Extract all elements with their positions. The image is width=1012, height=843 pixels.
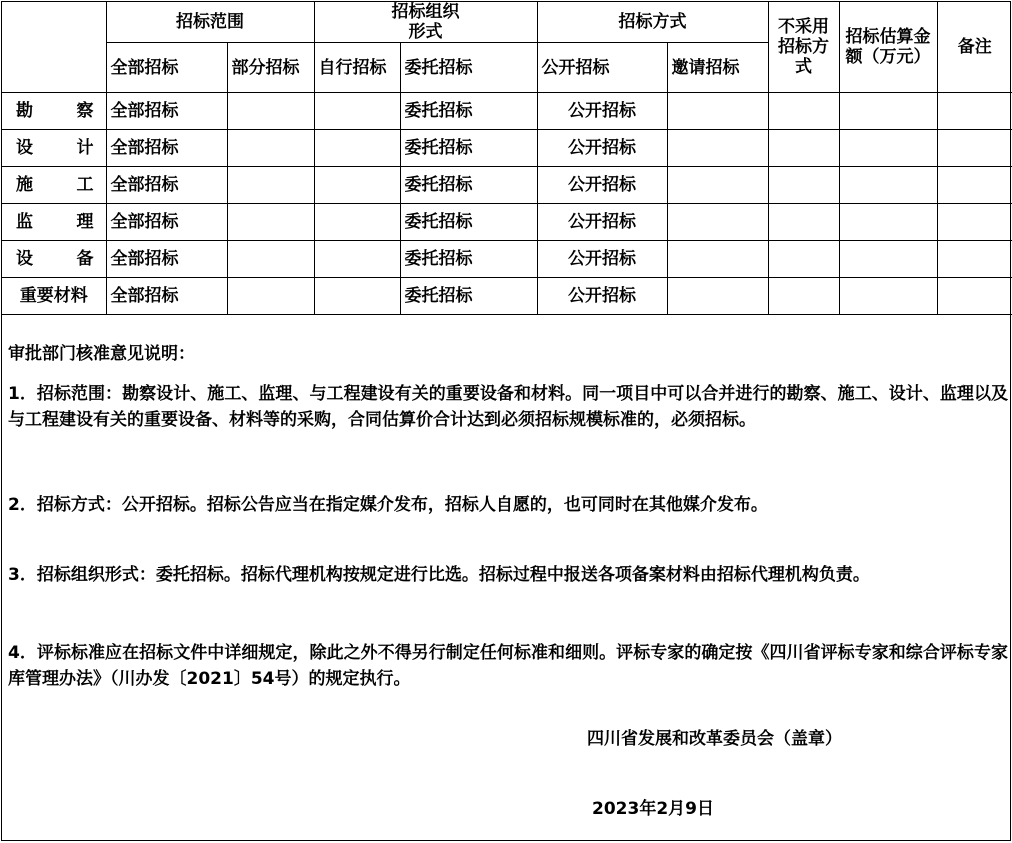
cell-scope: 全部招标: [106, 278, 227, 315]
header-scope: 招标范围: [106, 2, 314, 43]
cell-method: 公开招标: [537, 167, 667, 204]
table-row: [2, 278, 1012, 315]
cell-method: 公开招标: [537, 130, 667, 167]
date: 2023年2月9日: [592, 799, 714, 819]
cell-scope: 全部招标: [106, 241, 227, 278]
table-row: [2, 204, 1012, 241]
header-remark: 备注: [937, 2, 1012, 93]
subheader-partial: 部分招标: [227, 43, 314, 93]
header-org-line1: 招标组织: [391, 2, 460, 22]
row-label: 施工: [2, 167, 106, 204]
approval-notes: [2, 327, 1012, 842]
header-estimate: 招标估算金额（万元）: [839, 2, 937, 93]
header-method: 招标方式: [537, 2, 768, 43]
row-label: 设备: [2, 241, 106, 278]
note-item-1: 1．招标范围：勘察设计、施工、监理、与工程建设有关的重要设备和材料。同一项目中可以合并进行的勘察、施工、设计、监理以及与工程建设有关的重要设备、材料等的采购，合同估算价合计达到必须招标规模标准的，必须招标。: [8, 384, 1008, 430]
cell-method: 公开招标: [537, 278, 667, 315]
note-item-2: 2．招标方式：公开招标。招标公告应当在指定媒介发布，招标人自愿的，也可同时在其他媒介发布。: [8, 495, 768, 515]
subheader-invite: 邀请招标: [667, 43, 768, 93]
row-label: 设计: [2, 130, 106, 167]
corner-cell: [2, 2, 106, 93]
cell-scope: 全部招标: [106, 130, 227, 167]
table-row: [2, 167, 1012, 204]
row-label: 重要材料: [2, 278, 106, 315]
table-row: [2, 130, 1012, 167]
table-row: [2, 93, 1012, 130]
header-org-line2: 形式: [408, 22, 443, 42]
cell-method: 公开招标: [537, 93, 667, 130]
header-org: [314, 2, 537, 43]
subheader-entrusted: 委托招标: [400, 43, 537, 93]
signature: 四川省发展和改革委员会（盖章）: [587, 729, 842, 749]
note-item-3: 3．招标组织形式：委托招标。招标代理机构按规定进行比选。招标过程中报送各项备案材料由招标代理机构负责。: [8, 565, 870, 585]
cell-org: 委托招标: [400, 130, 537, 167]
cell-org: 委托招标: [400, 204, 537, 241]
header-no-bid: 不采用招标方式: [768, 2, 839, 93]
note-item-4: 4．评标标准应在招标文件中详细规定，除此之外不得另行制定任何标准和细则。评标专家的确定按《四川省评标专家和综合评标专家库管理办法》（川办发〔2021〕54号）的规定执行。: [8, 643, 1008, 689]
cell-org: 委托招标: [400, 278, 537, 315]
cell-scope: 全部招标: [106, 93, 227, 130]
cell-method: 公开招标: [537, 204, 667, 241]
cell-method: 公开招标: [537, 241, 667, 278]
tender-table: [2, 2, 1012, 315]
row-label: 监理: [2, 204, 106, 241]
table-row: [2, 241, 1012, 278]
cell-org: 委托招标: [400, 93, 537, 130]
cell-scope: 全部招标: [106, 167, 227, 204]
document-frame: [1, 1, 1011, 841]
row-label: 勘察: [2, 93, 106, 130]
cell-org: 委托招标: [400, 167, 537, 204]
notes-heading: 审批部门核准意见说明：: [8, 344, 195, 364]
subheader-full: 全部招标: [106, 43, 227, 93]
subheader-open: 公开招标: [537, 43, 667, 93]
cell-org: 委托招标: [400, 241, 537, 278]
subheader-self: 自行招标: [314, 43, 400, 93]
cell-scope: 全部招标: [106, 204, 227, 241]
